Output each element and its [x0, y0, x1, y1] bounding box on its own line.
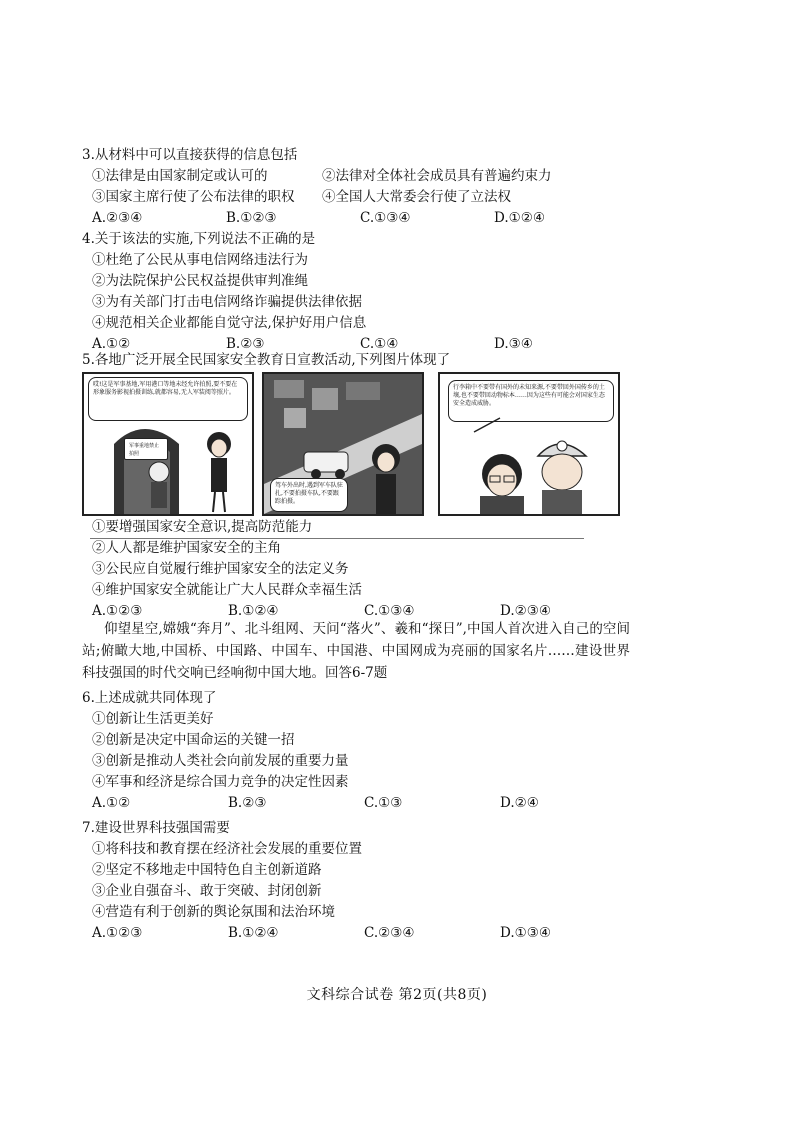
choice-c: C.①③④	[364, 603, 415, 619]
option-3: ③公民应自觉履行维护国家安全的法定义务	[92, 561, 349, 577]
comic-illustration-1	[84, 374, 252, 514]
comic-illustration-3	[440, 374, 618, 514]
choice-c: C.①③④	[360, 210, 411, 226]
option-1: ①创新让生活更美好	[92, 711, 214, 727]
option-2: ②创新是决定中国命运的关键一招	[92, 732, 295, 748]
speech-bubble: 哎!这是军事基地,军用港口等地未经允许拍照,要不要在形象服务影视拍摄训练,就都容易,无人军装阅等照片。	[88, 377, 248, 421]
choice-a: A.①②③	[92, 925, 143, 941]
question-3-choices	[82, 208, 642, 229]
choice-d: D.②③④	[500, 603, 551, 619]
page-footer: 文科综合试卷 第2页(共8页)	[306, 987, 488, 1003]
option-4: ④维护国家安全就能让广大人民群众幸福生活	[92, 582, 362, 598]
choice-d: D.①③④	[500, 925, 551, 941]
option-3: ③国家主席行使了公布法律的职权	[92, 189, 295, 205]
choice-d: D.②④	[500, 795, 539, 811]
choice-a: A.②③④	[92, 210, 143, 226]
question-7-choices	[82, 923, 642, 944]
question-3	[82, 145, 642, 229]
question-4-stem: 4.关于该法的实施,下列说法不正确的是	[82, 231, 316, 247]
option-3: ③创新是推动人类社会向前发展的重要力量	[92, 753, 349, 769]
question-6	[82, 688, 642, 814]
question-6-choices	[82, 793, 642, 814]
option-1: ①要增强国家安全意识,提高防范能力	[92, 519, 313, 535]
option-2: ②为法院保护公民权益提供审判准绳	[92, 273, 308, 289]
comic-panel-2	[262, 372, 424, 516]
option-1: ①将科技和教育摆在经济社会发展的重要位置	[92, 841, 362, 857]
comic-panel-1	[82, 372, 254, 516]
choice-b: B.①②④	[228, 603, 279, 619]
choice-b: B.①②④	[228, 925, 279, 941]
choice-c: C.②③④	[364, 925, 415, 941]
comic-strip	[82, 372, 620, 518]
speech-bubble: 驾车外出时,遇到军车队驻扎,不要拍摄车队,不要跟踪拍摄。	[270, 478, 348, 512]
choice-a: A.①②	[92, 795, 131, 811]
question-7-stem: 7.建设世界科技强国需要	[82, 820, 230, 836]
option-4: ④军事和经济是综合国力竞争的决定性因素	[92, 774, 349, 790]
choice-b: B.②③	[226, 336, 265, 352]
option-1: ①杜绝了公民从事电信网络违法行为	[92, 252, 308, 268]
option-4: ④规范相关企业都能自觉守法,保护好用户信息	[92, 315, 367, 331]
option-1: ①法律是由国家制定或认可的	[92, 168, 268, 184]
question-5	[82, 517, 642, 622]
choice-b: B.①②③	[226, 210, 277, 226]
option-3: ③企业自强奋斗、敢于突破、封闭创新	[92, 883, 322, 899]
choice-d: D.③④	[494, 336, 533, 352]
question-3-options-row-2	[82, 187, 642, 208]
option-4: ④营造有利于创新的舆论氛围和法治环境	[92, 904, 335, 920]
reading-passage: 仰望星空,嫦娥“奔月”、北斗组网、天问“落火”、羲和“探日”,中国人首次进入自己的空间站;俯瞰大地,中国桥、中国路、中国车、中国港、中国网成为亮丽的国家名片……建设世界科技强国的时代交响已经响彻中国大地。回答6-7题	[82, 621, 630, 681]
warning-sign: 军事重地禁止拍照	[124, 438, 168, 460]
option-2: ②坚定不移地走中国特色自主创新道路	[92, 862, 322, 878]
question-4	[82, 229, 642, 355]
option-3: ③为有关部门打击电信网络诈骗提供法律依据	[92, 294, 362, 310]
question-5-stem: 5.各地广泛开展全民国家安全教育日宣教活动,下列图片体现了	[82, 352, 451, 368]
choice-c: C.①④	[360, 336, 399, 352]
option-2: ②人人都是维护国家安全的主角	[92, 540, 281, 556]
question-5-stem-wrap	[82, 350, 642, 371]
choice-a: A.①②	[92, 336, 131, 352]
question-6-stem: 6.上述成就共同体现了	[82, 690, 217, 706]
speech-bubble: 行李箱中不要带有国外的未知来源,不要带回外国传乡的土壤,也不要带回动物标本……因为这些有可能会对国家生态安全造成威胁。	[448, 380, 614, 422]
choice-d: D.①②④	[494, 210, 545, 226]
comic-panel-3	[438, 372, 620, 516]
question-3-stem: 3.从材料中可以直接获得的信息包括	[82, 147, 298, 163]
choice-c: C.①③	[364, 795, 403, 811]
question-3-options-row-1	[82, 166, 642, 187]
option-4: ④全国人大常委会行使了立法权	[322, 189, 511, 205]
choice-a: A.①②③	[92, 603, 143, 619]
option-2: ②法律对全体社会成员具有普遍约束力	[322, 168, 552, 184]
choice-b: B.②③	[228, 795, 267, 811]
question-7	[82, 818, 642, 944]
